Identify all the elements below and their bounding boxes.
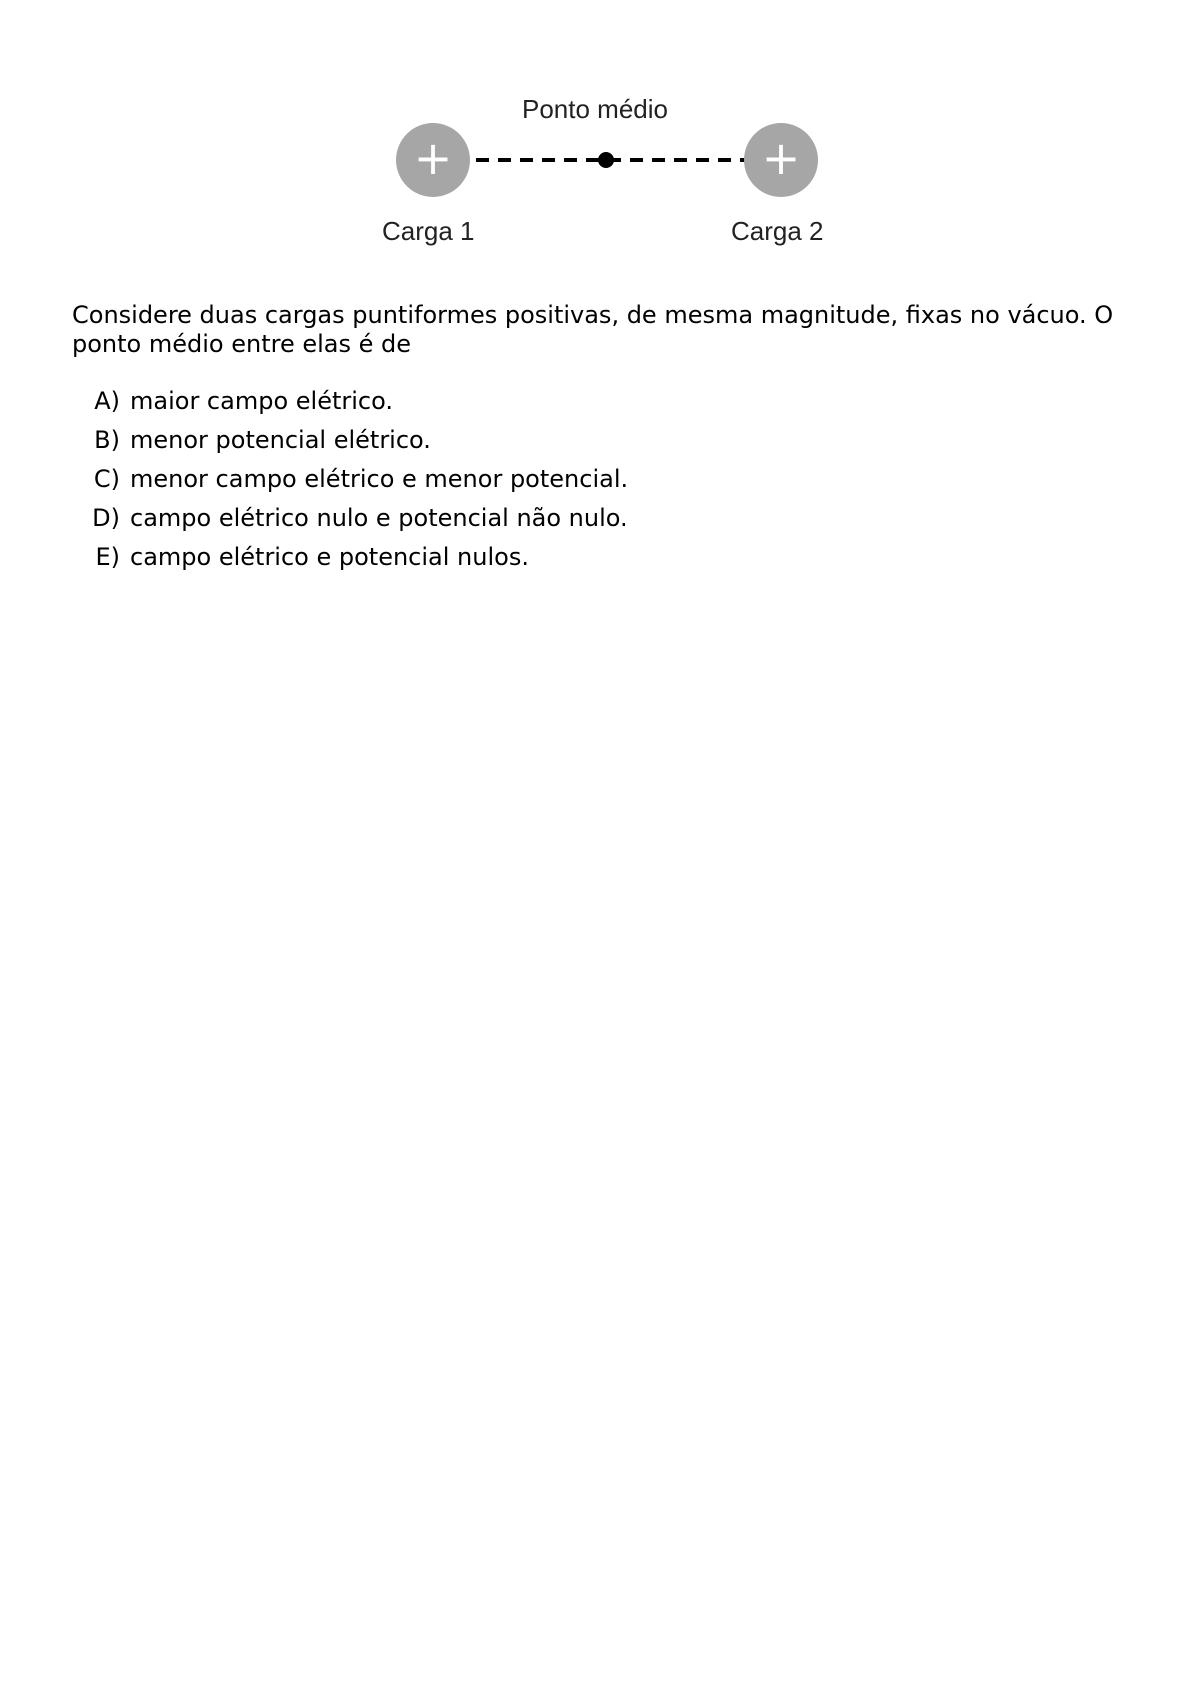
option-letter: A) (94, 387, 120, 415)
charge-1 (396, 123, 470, 197)
option-a[interactable] (72, 382, 628, 421)
option-letter: B) (94, 426, 120, 454)
charge-1-label: Carga 1 (382, 216, 475, 246)
option-text: maior campo elétrico. (130, 387, 393, 415)
option-e[interactable] (72, 538, 628, 577)
option-text: campo elétrico e potencial nulos. (130, 543, 529, 571)
plus-icon: + (761, 131, 801, 185)
option-b[interactable] (72, 421, 628, 460)
option-letter: D) (92, 504, 120, 532)
midpoint-label: Ponto médio (522, 94, 668, 124)
question-text: Considere duas cargas puntiformes positivas, de mesma magnitude, fixas no vácuo. O ponto médio entre elas é de (72, 301, 1114, 358)
plus-icon: + (413, 131, 453, 185)
option-text: menor potencial elétrico. (130, 426, 431, 454)
charge-2-label: Carga 2 (731, 216, 824, 246)
answer-options (72, 382, 628, 577)
charges-figure (370, 88, 830, 258)
midpoint-dot (598, 152, 614, 168)
option-text: menor campo elétrico e menor potencial. (130, 465, 629, 493)
option-d[interactable] (72, 499, 628, 538)
option-text: campo elétrico nulo e potencial não nulo. (130, 504, 628, 532)
option-letter: C) (93, 465, 120, 493)
charge-2 (744, 123, 818, 197)
option-c[interactable] (72, 460, 628, 499)
option-letter: E) (95, 543, 120, 571)
